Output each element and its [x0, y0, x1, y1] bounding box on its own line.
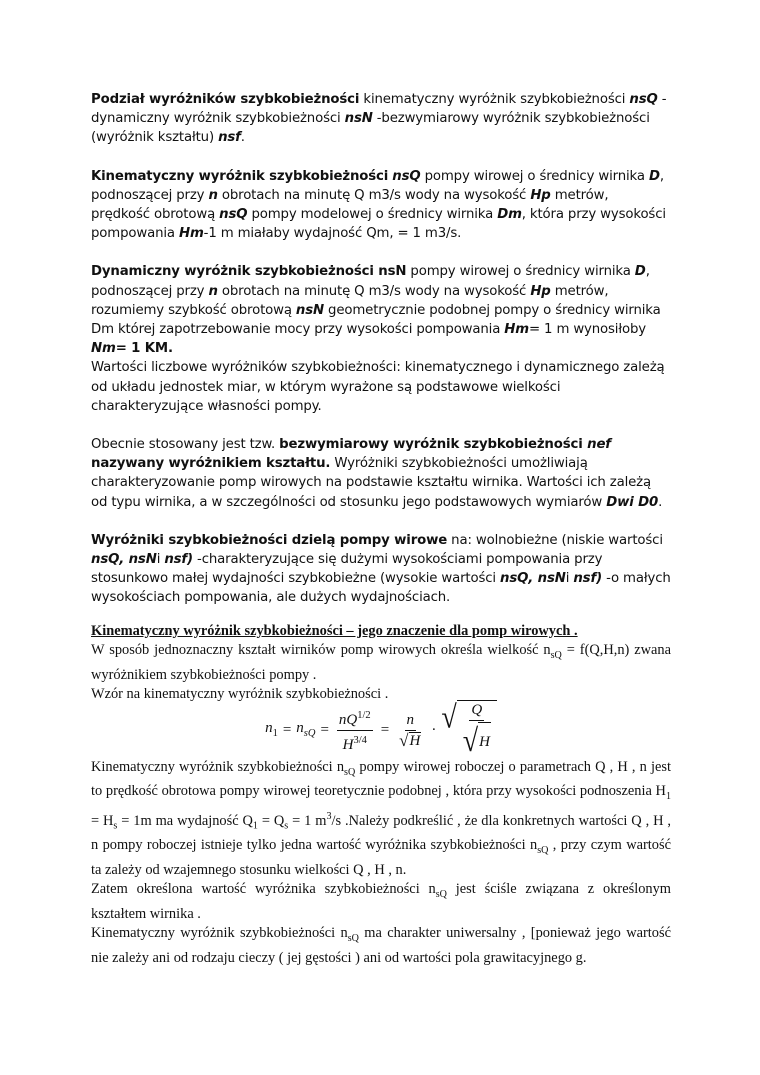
formula-nsq: [91, 699, 671, 760]
text: -bezwymiarowy wyróżnik szybkobieżności (wyróżnik kształtu): [91, 111, 650, 146]
symbol: nsQ, nsN: [500, 571, 566, 587]
text: = H: [91, 812, 114, 829]
symbol: nsf): [164, 552, 193, 568]
text: .: [240, 130, 245, 146]
text: = 1 KM.: [115, 341, 173, 357]
text: /s .Należy podkreślić , że dla konkretnych wartości Q , H , n pompy roboczej istnieje tylko jedna wartość wyróżnika szybkobieżności n: [91, 812, 671, 854]
section-kinematic-significance: [91, 622, 671, 969]
subscript: s: [113, 820, 118, 832]
text: -1 m miałaby wydajność Qm, = 1 m3/s.: [203, 226, 462, 242]
formula-n1: [265, 719, 278, 744]
text: metrów, rozumiemy szybkość obrotową: [91, 283, 609, 318]
sqrt-icon: √ H: [463, 722, 491, 762]
denominator: H: [342, 737, 354, 754]
symbol: Hp: [530, 283, 551, 299]
numerator: Q: [469, 701, 484, 721]
symbol: Hm: [504, 322, 529, 338]
multiply-dot: ·: [431, 722, 437, 739]
paragraph-dimensionless: [91, 435, 671, 512]
symbol: n: [296, 719, 304, 736]
bold-text: bezwymiarowy wyróżnik szybkobieżności: [279, 437, 588, 453]
symbol: nsQ, nsN: [91, 552, 157, 568]
symbol: n: [265, 719, 273, 736]
paragraph-kinematic: [91, 167, 671, 244]
subscript: sQ: [344, 766, 356, 778]
paragraph-units: Wartości liczbowe wyróżników szybkobieżności: kinematycznego i dynamicznego zależą od układu jednostek miar, w którym wyrażone są podstawowe wielkości charakteryzujące własności pompy.: [91, 360, 665, 414]
symbol: nef: [587, 437, 611, 453]
text: Kinematyczny wyróżnik szybkobieżności n: [91, 758, 345, 775]
text: , podnoszącej przy: [91, 264, 650, 299]
text: obrotach na minutę Q m3/s wody na wysokość: [217, 187, 531, 203]
text: obrotach na minutę Q m3/s wody na wysokość: [217, 283, 531, 299]
text: = f(Q,H,n) zwana wyróżnikiem szybkobieżności pompy .: [91, 642, 671, 683]
symbol: nsQ: [219, 207, 248, 223]
exponent: 3/4: [353, 735, 367, 747]
paragraph: [91, 641, 671, 685]
text: -charakteryzujące się dużymi wysokościami pompowania przy stosunkowo małej wydajności szybkobieżne (wysokie wartości: [91, 552, 603, 587]
fraction-1: [337, 707, 373, 754]
paragraph-dynamic: [91, 262, 671, 358]
subscript: 1: [252, 820, 258, 832]
denominator: H: [409, 732, 421, 749]
subscript: 1: [272, 727, 278, 739]
text: jest ściśle związana z określonym kształtem wirnika .: [91, 881, 671, 922]
symbol: Dwi D0: [606, 494, 659, 510]
subscript: sQ: [537, 845, 549, 856]
symbol: Nm: [91, 341, 116, 357]
text: = 1 m wynosiłoby: [528, 322, 646, 338]
paragraph-classification: [91, 90, 671, 148]
equals-sign: =: [380, 722, 390, 739]
big-sqrt-icon: √ Q √ H: [441, 700, 497, 762]
text: = Q: [257, 812, 285, 829]
symbol: Hp: [530, 187, 551, 203]
paragraph-title: Kinematyczny wyróżnik szybkobieżności: [91, 168, 389, 184]
section-heading: Kinematyczny wyróżnik szybkobieżności – jego znaczenie dla pomp wirowych .: [91, 622, 578, 639]
text: pompy wirowej o średnicy wirnika: [420, 168, 649, 184]
symbol: Hm: [178, 226, 204, 242]
symbol: D: [634, 264, 646, 280]
symbol: nsN: [295, 302, 324, 318]
paragraph-title: Dynamiczny wyróżnik szybkobieżności nsN: [91, 264, 407, 280]
text: kinematyczny wyróżnik szybkobieżności: [359, 92, 630, 107]
text: -dynamiczny wyróżnik szybkobieżności: [91, 92, 667, 127]
symbol: nsQ: [629, 92, 658, 107]
numerator: nQ: [338, 712, 358, 729]
symbol: nsN: [344, 111, 373, 127]
text: Zatem określona wartość wyróżnika szybkobieżności n: [91, 881, 436, 898]
numerator: n: [405, 711, 417, 731]
fraction-3: [461, 701, 493, 762]
symbol: nsf: [218, 130, 241, 146]
paragraph-pump-classes: [91, 531, 671, 608]
paragraph-title: Wyróżniki szybkobieżności dzielą pompy wirowe: [91, 532, 448, 548]
paragraph: [91, 880, 671, 924]
text: = 1 m: [288, 812, 327, 829]
fraction-2: [397, 711, 423, 751]
subscript: 1: [665, 791, 671, 803]
text: pompy modelowej o średnicy wirnika: [247, 207, 498, 223]
text: .: [658, 494, 663, 510]
text: pompy wirowej o średnicy wirnika: [406, 264, 635, 280]
text: na: wolnobieżne (niskie wartości: [447, 532, 663, 548]
symbol: n: [208, 283, 218, 299]
subscript: sQ: [303, 727, 316, 739]
symbol: n: [208, 187, 218, 203]
paragraph: [91, 924, 671, 968]
denominator: H: [478, 722, 491, 762]
text: = 1m ma wydajność Q: [117, 812, 253, 829]
subscript: sQ: [550, 650, 562, 662]
formula-nsq-symbol: [296, 719, 315, 744]
text: i: [565, 571, 574, 587]
text: Wyróżniki szybkobieżności umożliwiają charakteryzowanie pomp wirowych na podstawie kształtu wirnika. Wartości ich zależą od typu wirnika, a w szczególności od stosunku jego podstawowych wymiarów: [91, 456, 651, 510]
superscript: 3: [326, 810, 332, 822]
paragraph: [91, 758, 671, 880]
sqrt-icon: √ H: [399, 730, 421, 750]
text: -o małych wysokościach pompowania, ale dużych wydajnościach.: [91, 571, 671, 606]
document-page: [91, 90, 671, 968]
text: Kinematyczny wyróżnik szybkobieżności n: [91, 925, 348, 942]
subscript: sQ: [347, 933, 359, 945]
text: , która przy wysokości pompowania: [91, 207, 666, 242]
text: geometrycznie podobnej pompy o średnicy wirnika Dm której zapotrzebowanie mocy przy wysokości pompowania: [91, 302, 661, 338]
bold-text: nazywany wyróżnikiem kształtu.: [91, 456, 331, 472]
symbol: D: [648, 168, 660, 184]
text: Obecnie stosowany jest tzw.: [91, 437, 280, 453]
text: , podnoszącej przy: [91, 168, 664, 203]
equals-sign: =: [320, 722, 329, 739]
text: ma charakter uniwersalny , [ponieważ jego wartość nie zależy ani od rodzaju cieczy ( jej gęstości ) ani od wartości pola grawitacyjnego g.: [91, 925, 671, 966]
paragraph: Wzór na kinematyczny wyróżnik szybkobieżności .: [91, 686, 389, 703]
symbol: Dm: [497, 207, 522, 223]
symbol: nsQ: [392, 168, 421, 184]
equals-sign: =: [282, 722, 292, 739]
paragraph-title: Podział wyróżników szybkobieżności: [91, 92, 360, 107]
subscript: sQ: [435, 889, 447, 901]
text: metrów, prędkość obrotową: [91, 187, 609, 223]
subscript: s: [284, 820, 289, 832]
symbol: nsf): [573, 571, 603, 587]
text: , przy czym wartość ta zależy od wzajemnego stosunku wielkości Q , H , n.: [91, 837, 671, 878]
text: pompy wirowej roboczej o parametrach Q , H , n jest to prędkość obrotowa pompy wirowej teoretycznie podobnej , która przy wysokości podnoszenia H: [91, 758, 671, 800]
text: i: [156, 552, 165, 568]
text: W sposób jednoznaczny kształt wirników pomp wirowych określa wielkość n: [91, 642, 551, 659]
exponent: 1/2: [357, 710, 371, 722]
